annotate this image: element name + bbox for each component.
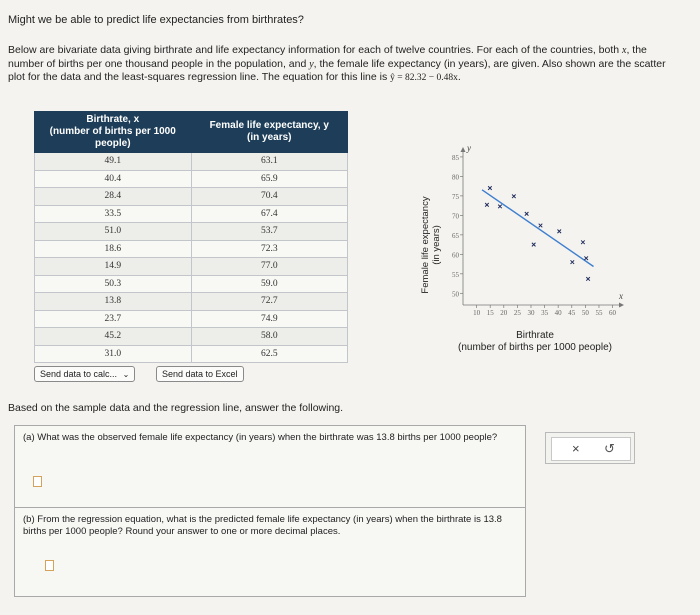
y-axis-label-line2: (in years)	[431, 225, 442, 265]
birthrate-cell: 50.3	[35, 275, 192, 293]
answer-tools	[551, 437, 631, 461]
clear-icon[interactable]: ×	[572, 441, 580, 456]
y-tick-label: 55	[452, 270, 459, 279]
y-tick-label: 85	[452, 153, 459, 162]
life-expectancy-cell: 63.1	[191, 153, 348, 171]
intro-text-b: , the number of births per one thousand people in the population, and	[8, 44, 647, 70]
table-row	[35, 188, 348, 206]
data-point	[539, 224, 543, 228]
data-point	[512, 194, 516, 198]
x-tick-label: 15	[486, 309, 494, 317]
x-axis-label-line2: (number of births per 1000 people)	[458, 342, 612, 353]
part-a-label: (a)	[23, 432, 35, 443]
send-to-calc-button[interactable]	[34, 366, 135, 382]
part-b-answer-input[interactable]	[45, 560, 54, 571]
y-axis-symbol: y	[467, 145, 471, 153]
x-axis-arrow	[619, 303, 624, 308]
data-point	[525, 212, 529, 216]
scatter-plot	[415, 145, 635, 325]
part-a-answer-input[interactable]	[33, 476, 42, 487]
birthrate-header-line1: Birthrate, x	[86, 114, 140, 125]
answer-tools-panel	[545, 432, 635, 464]
life-expectancy-header-line2: (in years)	[247, 132, 292, 143]
var-x: x	[622, 45, 627, 56]
birthrate-cell: 13.8	[35, 293, 192, 311]
data-point	[488, 186, 492, 190]
birthrate-cell: 45.2	[35, 328, 192, 346]
part-a-question	[23, 432, 521, 444]
intro-text-a: Below are bivariate data giving birthrate and life expectancy information for each of twelve countries. For each of the countries, both	[8, 44, 623, 56]
intro-end: .	[457, 71, 461, 83]
part-b-text: From the regression equation, what is the predicted female life expectancy (in years) when the birthrate is 13.8 births per 1000 people? Round your answer to one or more decimal places.	[23, 514, 502, 537]
x-tick-label: 50	[581, 309, 589, 317]
life-expectancy-cell: 77.0	[191, 258, 348, 276]
x-tick-label: 30	[527, 309, 535, 317]
birthrate-cell: 18.6	[35, 240, 192, 258]
y-tick-label: 70	[452, 212, 459, 221]
table-row	[35, 223, 348, 241]
var-y: y	[309, 58, 314, 70]
table-row	[35, 240, 348, 258]
table-body	[35, 153, 348, 363]
data-point	[584, 256, 588, 260]
question-intro	[8, 44, 668, 85]
y-tick-label: 80	[452, 173, 459, 182]
x-tick-label: 35	[541, 309, 549, 317]
table-row	[35, 345, 348, 363]
birthrate-cell: 49.1	[35, 153, 192, 171]
birthrate-cell: 40.4	[35, 170, 192, 188]
x-tick-label: 40	[554, 309, 562, 317]
x-axis-symbol: x	[619, 291, 623, 301]
life-expectancy-cell: 70.4	[191, 188, 348, 206]
data-point	[532, 243, 536, 247]
x-tick-label: 25	[513, 309, 521, 317]
data-point	[485, 203, 489, 207]
life-expectancy-cell: 59.0	[191, 275, 348, 293]
life-expectancy-cell: 58.0	[191, 328, 348, 346]
send-to-excel-label: Send data to Excel	[162, 369, 238, 379]
birthrate-cell: 51.0	[35, 223, 192, 241]
x-tick-label: 10	[473, 309, 481, 317]
table-row	[35, 170, 348, 188]
part-b-panel	[14, 507, 526, 597]
send-to-excel-button[interactable]	[156, 366, 244, 382]
y-tick-label: 50	[452, 290, 459, 299]
data-point	[498, 205, 502, 209]
part-a-text: What was the observed female life expectancy (in years) when the birthrate was 13.8 births per 1000 people?	[37, 432, 498, 443]
part-b-label: (b)	[23, 514, 35, 525]
birthrate-cell: 23.7	[35, 310, 192, 328]
life-expectancy-cell: 67.4	[191, 205, 348, 223]
birthrate-cell: 14.9	[35, 258, 192, 276]
data-point	[581, 240, 585, 244]
data-point	[557, 230, 561, 234]
birthrate-header-line3: people)	[94, 138, 131, 149]
x-axis-label-line1: Birthrate	[516, 330, 554, 341]
y-axis-label-line1: Female life expectancy	[420, 196, 431, 294]
y-tick-label: 65	[452, 231, 459, 240]
life-expectancy-cell: 62.5	[191, 345, 348, 363]
birthrate-header	[35, 112, 192, 153]
x-tick-label: 55	[595, 309, 603, 317]
part-a-panel	[14, 425, 526, 509]
x-tick-label: 60	[609, 309, 617, 317]
y-tick-label: 75	[452, 192, 459, 201]
chevron-down-icon: ⌄	[122, 370, 130, 379]
table-row	[35, 310, 348, 328]
undo-icon[interactable]: ↺	[604, 441, 615, 456]
y-tick-label: 60	[452, 251, 459, 260]
x-tick-label: 45	[568, 309, 576, 317]
data-table	[34, 111, 348, 363]
birthrate-header-line2: (number of births per 1000	[49, 126, 176, 137]
table-row	[35, 153, 348, 171]
life-expectancy-header	[191, 112, 348, 153]
data-point	[586, 277, 590, 281]
instructions: Based on the sample data and the regression line, answer the following.	[8, 402, 344, 414]
life-expectancy-cell: 72.7	[191, 293, 348, 311]
part-b-question	[23, 514, 521, 537]
send-to-calc-label: Send data to calc...	[40, 369, 118, 379]
y-axis-arrow	[461, 147, 466, 152]
life-expectancy-cell: 65.9	[191, 170, 348, 188]
birthrate-cell: 28.4	[35, 188, 192, 206]
table-row	[35, 293, 348, 311]
regression-line	[482, 190, 593, 267]
regression-equation: ŷ = 82.32 − 0.48x	[390, 73, 458, 83]
question-title: Might we be able to predict life expectancies from birthrates?	[8, 14, 304, 26]
data-point	[571, 260, 575, 264]
x-axis-label	[440, 330, 630, 354]
x-tick-label: 20	[500, 309, 508, 317]
table-row	[35, 275, 348, 293]
life-expectancy-header-line1: Female life expectancy, y	[209, 120, 329, 131]
intro-text-c: , the female life expectancy (in years), are given. Also shown are the scatter plot for the data and the least-squares regression line. The equation for this line is	[8, 57, 666, 83]
birthrate-cell: 33.5	[35, 205, 192, 223]
life-expectancy-cell: 53.7	[191, 223, 348, 241]
table-row	[35, 258, 348, 276]
birthrate-cell: 31.0	[35, 345, 192, 363]
life-expectancy-cell: 74.9	[191, 310, 348, 328]
life-expectancy-cell: 72.3	[191, 240, 348, 258]
table-row	[35, 205, 348, 223]
table-row	[35, 328, 348, 346]
